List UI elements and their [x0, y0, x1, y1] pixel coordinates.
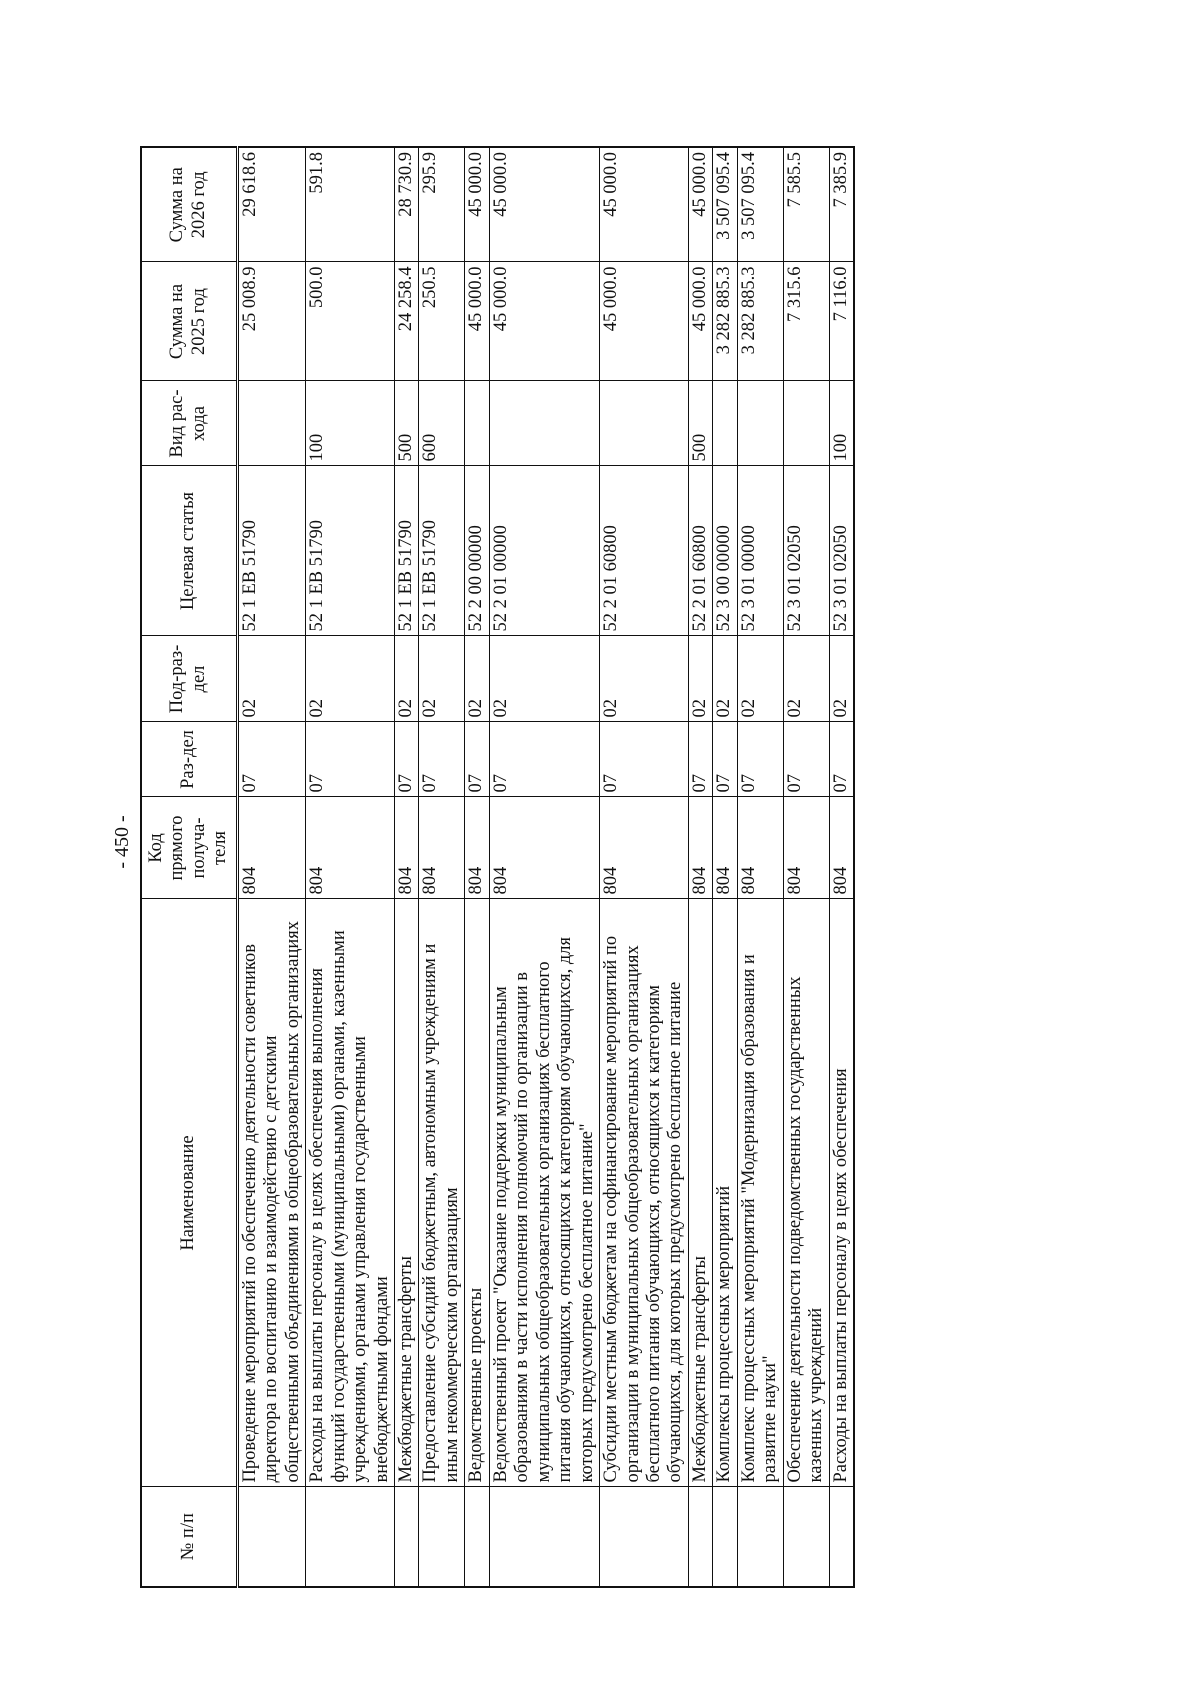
cell-target-article: 52 1 ЕВ 51790 — [394, 466, 418, 636]
cell-sum-2025: 45 000.0 — [688, 262, 712, 381]
cell-subsection: 02 — [394, 636, 418, 722]
cell-expense-type — [783, 381, 829, 466]
cell-expense-type: 600 — [419, 381, 465, 466]
table-row — [737, 147, 783, 1587]
table-row — [394, 147, 418, 1587]
header-subsection: Под-раз-дел — [141, 636, 237, 722]
cell-expense-type — [737, 381, 783, 466]
cell-sum-2025: 7 315.6 — [783, 262, 829, 381]
cell-subsection: 02 — [737, 636, 783, 722]
cell-target-article: 52 3 01 02050 — [783, 466, 829, 636]
cell-recipient-code: 804 — [737, 797, 783, 899]
cell-subsection: 02 — [713, 636, 737, 722]
header-expense-type: Вид рас-хода — [141, 381, 237, 466]
cell-section: 07 — [737, 722, 783, 797]
table-row — [306, 147, 395, 1587]
table-row — [489, 147, 599, 1587]
cell-recipient-code: 804 — [600, 797, 689, 899]
cell-recipient-code: 804 — [465, 797, 489, 899]
header-sum-2026: Сумма на 2026 год — [141, 147, 237, 262]
table-row — [419, 147, 465, 1587]
cell-sum-2026: 295.9 — [419, 147, 465, 262]
cell-sum-2025: 45 000.0 — [600, 262, 689, 381]
cell-recipient-code: 804 — [783, 797, 829, 899]
cell-name: Межбюджетные трансферты — [394, 899, 418, 1487]
cell-sum-2026: 45 000.0 — [600, 147, 689, 262]
cell-target-article: 52 1 ЕВ 51790 — [419, 466, 465, 636]
cell-name: Субсидии местным бюджетам на софинансирование мероприятий по организации в муниципальных общеобразовательных организациях бесплатного питания обучающихся, относящихся к категориям обучающихся, для которых предусмотрено бесплатное питание — [600, 899, 689, 1487]
cell-section: 07 — [419, 722, 465, 797]
cell-name: Расходы на выплаты персоналу в целях обеспечения выполнения функций государственными (муниципальными) органами, казенными учреждениями, органами управления государственными внебюджетными фондами — [306, 899, 395, 1487]
cell-target-article: 52 3 00 00000 — [713, 466, 737, 636]
cell-recipient-code: 804 — [829, 797, 854, 899]
table-row — [713, 147, 737, 1587]
cell-no — [394, 1487, 418, 1587]
cell-recipient-code: 804 — [688, 797, 712, 899]
cell-section: 07 — [394, 722, 418, 797]
table-row — [237, 147, 305, 1587]
cell-section: 07 — [489, 722, 599, 797]
cell-recipient-code: 804 — [489, 797, 599, 899]
cell-expense-type: 500 — [688, 381, 712, 466]
cell-section: 07 — [688, 722, 712, 797]
cell-name: Проведение мероприятий по обеспечению деятельности советников директора по воспитанию и взаимодействию с детскими общественными объединениями в общеобразовательных организациях — [237, 899, 305, 1487]
cell-target-article: 52 2 01 60800 — [600, 466, 689, 636]
cell-recipient-code: 804 — [419, 797, 465, 899]
cell-section: 07 — [783, 722, 829, 797]
cell-sum-2026: 28 730.9 — [394, 147, 418, 262]
cell-sum-2025: 45 000.0 — [465, 262, 489, 381]
cell-name: Комплексы процессных мероприятий — [713, 899, 737, 1487]
cell-target-article: 52 2 01 60800 — [688, 466, 712, 636]
cell-name: Ведомственные проекты — [465, 899, 489, 1487]
cell-name: Обеспечение деятельности подведомственных государственных казенных учреждений — [783, 899, 829, 1487]
cell-no — [306, 1487, 395, 1587]
cell-expense-type — [713, 381, 737, 466]
cell-section: 07 — [829, 722, 854, 797]
cell-no — [600, 1487, 689, 1587]
cell-sum-2025: 24 258.4 — [394, 262, 418, 381]
table-header-row — [141, 147, 237, 1587]
cell-sum-2025: 25 008.9 — [237, 262, 305, 381]
cell-no — [688, 1487, 712, 1587]
cell-sum-2026: 7 585.5 — [783, 147, 829, 262]
cell-sum-2025: 250.5 — [419, 262, 465, 381]
cell-recipient-code: 804 — [306, 797, 395, 899]
cell-subsection: 02 — [688, 636, 712, 722]
cell-sum-2026: 3 507 095.4 — [737, 147, 783, 262]
cell-name: Предоставление субсидий бюджетным, автономным учреждениям и иным некоммерческим организациям — [419, 899, 465, 1487]
cell-expense-type — [237, 381, 305, 466]
rotated-page — [140, 148, 1050, 1588]
cell-section: 07 — [465, 722, 489, 797]
cell-no — [419, 1487, 465, 1587]
cell-no — [465, 1487, 489, 1587]
page-number: - 450 - — [111, 815, 134, 869]
cell-subsection: 02 — [306, 636, 395, 722]
budget-table — [140, 146, 855, 1588]
cell-target-article: 52 3 01 02050 — [829, 466, 854, 636]
cell-name: Расходы на выплаты персоналу в целях обеспечения — [829, 899, 854, 1487]
cell-expense-type: 100 — [306, 381, 395, 466]
cell-subsection: 02 — [829, 636, 854, 722]
cell-expense-type — [489, 381, 599, 466]
cell-sum-2025: 3 282 885.3 — [737, 262, 783, 381]
cell-sum-2026: 591.8 — [306, 147, 395, 262]
cell-name: Межбюджетные трансферты — [688, 899, 712, 1487]
table-body — [237, 147, 854, 1587]
cell-no — [829, 1487, 854, 1587]
cell-recipient-code: 804 — [394, 797, 418, 899]
cell-subsection: 02 — [419, 636, 465, 722]
table-row — [600, 147, 689, 1587]
cell-target-article: 52 2 01 00000 — [489, 466, 599, 636]
cell-sum-2026: 45 000.0 — [465, 147, 489, 262]
cell-sum-2026: 7 385.9 — [829, 147, 854, 262]
cell-sum-2025: 500.0 — [306, 262, 395, 381]
cell-recipient-code: 804 — [713, 797, 737, 899]
cell-name: Комплекс процессных мероприятий "Модернизация образования и развитие науки" — [737, 899, 783, 1487]
cell-target-article: 52 3 01 00000 — [737, 466, 783, 636]
cell-section: 07 — [306, 722, 395, 797]
cell-section: 07 — [237, 722, 305, 797]
cell-subsection: 02 — [489, 636, 599, 722]
cell-no — [713, 1487, 737, 1587]
cell-target-article: 52 1 ЕВ 51790 — [237, 466, 305, 636]
cell-section: 07 — [713, 722, 737, 797]
cell-no — [237, 1487, 305, 1587]
cell-expense-type — [600, 381, 689, 466]
cell-subsection: 02 — [600, 636, 689, 722]
cell-sum-2026: 45 000.0 — [688, 147, 712, 262]
cell-recipient-code: 804 — [237, 797, 305, 899]
cell-name: Ведомственный проект "Оказание поддержки муниципальным образованиям в части исполнения полномочий по организации в муниципальных общеобразовательных организациях бесплатного питания обучающихся, относящихся к категориям обучающихся, для которых предусмотрено бесплатное питание" — [489, 899, 599, 1487]
header-recipient-code: Код прямого получа-теля — [141, 797, 237, 899]
cell-no — [737, 1487, 783, 1587]
header-no: № п/п — [141, 1487, 237, 1587]
cell-target-article: 52 2 00 00000 — [465, 466, 489, 636]
cell-sum-2026: 3 507 095.4 — [713, 147, 737, 262]
header-target-article: Целевая статья — [141, 466, 237, 636]
cell-sum-2026: 45 000.0 — [489, 147, 599, 262]
cell-subsection: 02 — [465, 636, 489, 722]
cell-section: 07 — [600, 722, 689, 797]
cell-expense-type: 500 — [394, 381, 418, 466]
table-row — [465, 147, 489, 1587]
header-section: Раз-дел — [141, 722, 237, 797]
cell-no — [783, 1487, 829, 1587]
cell-sum-2025: 45 000.0 — [489, 262, 599, 381]
header-name: Наименование — [141, 899, 237, 1487]
cell-no — [489, 1487, 599, 1587]
cell-expense-type — [465, 381, 489, 466]
cell-sum-2025: 7 116.0 — [829, 262, 854, 381]
cell-subsection: 02 — [783, 636, 829, 722]
table-row — [688, 147, 712, 1587]
cell-sum-2026: 29 618.6 — [237, 147, 305, 262]
cell-target-article: 52 1 ЕВ 51790 — [306, 466, 395, 636]
header-sum-2025: Сумма на 2025 год — [141, 262, 237, 381]
table-row — [783, 147, 829, 1587]
cell-subsection: 02 — [237, 636, 305, 722]
cell-sum-2025: 3 282 885.3 — [713, 262, 737, 381]
table-row — [829, 147, 854, 1587]
cell-expense-type: 100 — [829, 381, 854, 466]
